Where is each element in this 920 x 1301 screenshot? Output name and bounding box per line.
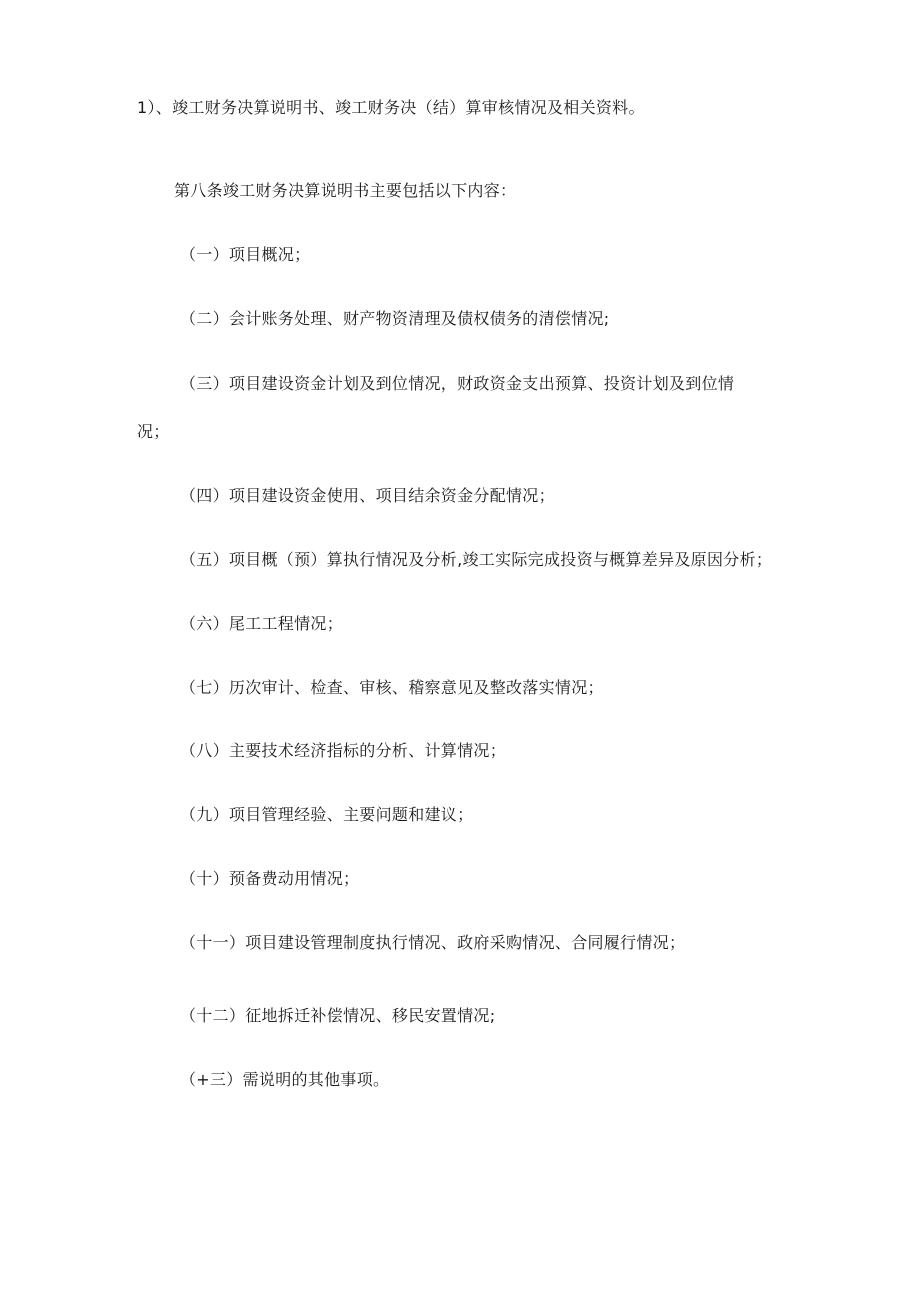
list-item-3-continued: 况； (137, 422, 170, 441)
list-item-1: （一）项目概况； (180, 245, 311, 264)
list-item-5: （五）项目概（预）算执行情况及分析,竣工实际完成投资与概算差异及原因分析； (180, 550, 773, 569)
list-item-12: （十二）征地拆迁补偿情况、移民安置情况; (180, 1006, 496, 1025)
list-item-11: （十一）项目建设管理制度执行情况、政府采购情况、合同履行情况； (180, 933, 686, 952)
list-item-2: （二）会计账务处理、财产物资清理及债权债务的清偿情况; (180, 309, 610, 328)
list-item-8: （八）主要技术经济指标的分析、计算情况； (180, 741, 507, 760)
article-heading: 第八条竣工财务决算说明书主要包括以下内容： (174, 181, 517, 200)
list-item-7: （七）历次审计、检查、审核、稽察意见及整改落实情况； (180, 678, 604, 697)
list-item-13: （+三）需说明的其他事项。 (180, 1070, 390, 1089)
list-item-10: （十）预备费动用情况； (180, 869, 360, 888)
list-item-3: （三）项目建设资金计划及到位情况，财政资金支出预算、投资计划及到位情 (180, 374, 735, 393)
list-item-6: （六）尾工工程情况； (180, 614, 344, 633)
list-item-4: （四）项目建设资金使用、项目结余资金分配情况； (180, 486, 555, 505)
list-item-9: （九）项目管理经验、主要问题和建议； (180, 805, 474, 824)
text-line-materials: 1）、竣工财务决算说明书、竣工财务决（结）算审核情况及相关资料。 (137, 98, 645, 117)
